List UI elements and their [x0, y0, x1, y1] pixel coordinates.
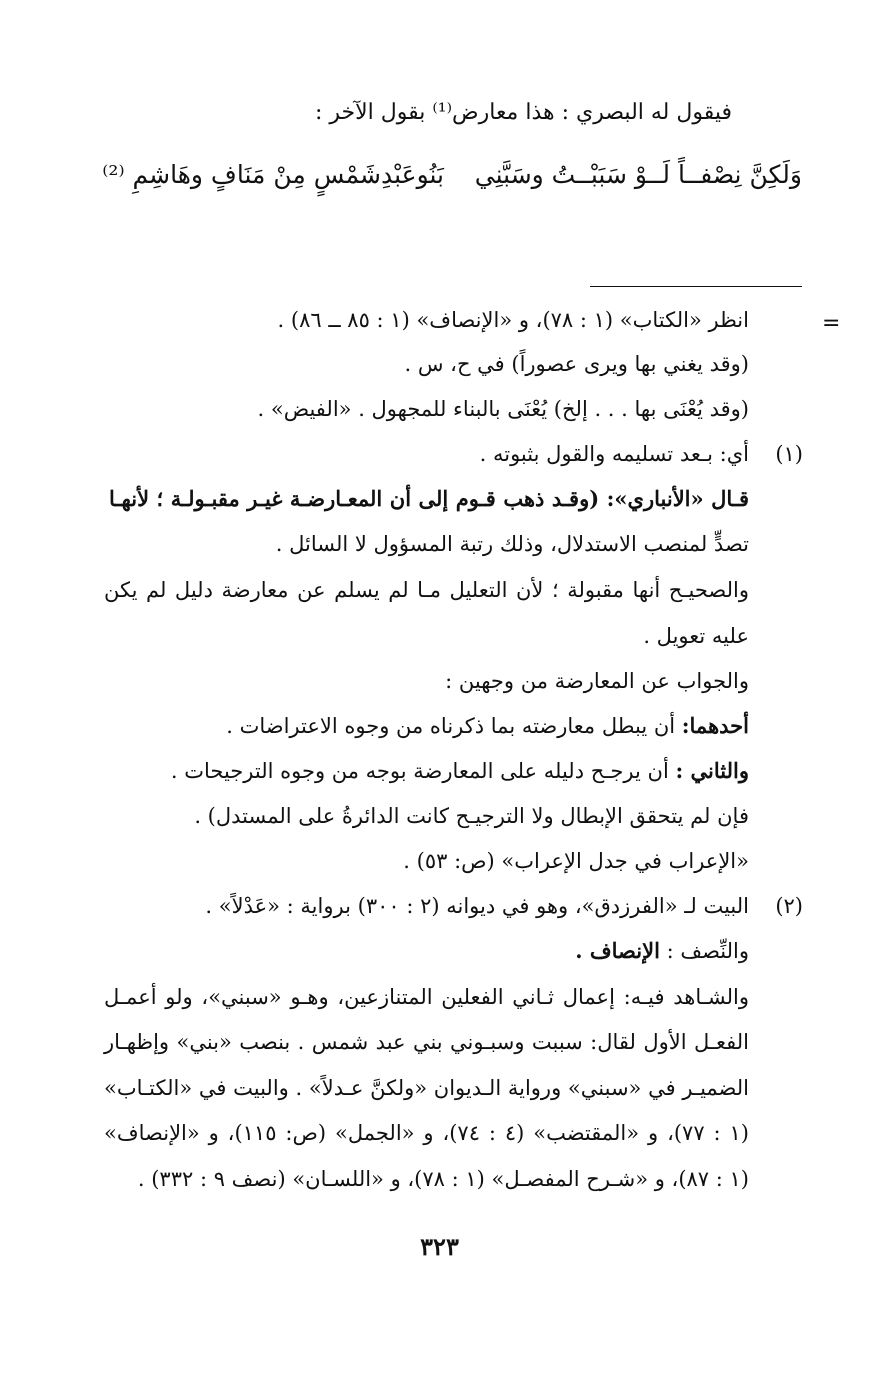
- footnote-line: [575, 936, 749, 966]
- footnote-line: [171, 756, 749, 786]
- footnote-text: أن يبطل معارضته بما ذكرناه من وجوه الاعتراضات .: [226, 714, 682, 738]
- footnote-text: والنِّصف :: [659, 939, 749, 963]
- page-number: ٣٢٣: [420, 1232, 459, 1261]
- verse-first-hemistich: وَلَكِنَّ نِصْفــاً لَــوْ سَبَبْــتُ وسَبَّنِي: [474, 160, 802, 189]
- footnote-number: (١): [775, 442, 803, 466]
- footnote-line: فإن لم يتحقق الإبطال ولا الترجيـح كانت الدائرةُ على المستدل) .: [194, 804, 749, 828]
- footnote-line: (١ : ٧٧)، و «المقتضب» (٤ : ٧٤)، و «الجمل» (ص: ١١٥)، و «الإنصاف»: [104, 1121, 749, 1145]
- footnote-line: (وقد يغني بها ويرى عصوراً) في ح، س .: [404, 352, 749, 376]
- verse-second-hemistich: بَنُوعَبْدِشَمْسٍ مِنْ مَنَافٍ وهَاشِمِ ⁽²⁾: [102, 160, 444, 189]
- footnote-line: انظر «الكتاب» (١ : ٧٨)، و «الإنصاف» (١ : ٨٥ ــ ٨٦) .: [277, 308, 749, 332]
- footnote-line: «الإعراب في جدل الإعراب» (ص: ٥٣) .: [403, 849, 749, 873]
- footnote-label: أحدهما:: [681, 713, 749, 738]
- footnote-line: والجواب عن المعارضة من وجهين :: [445, 669, 749, 693]
- footnote-line: والشـاهد فيـه: إعمال ثـاني الفعلين المتنازعين، وهـو «سبني»، ولو أعمـل: [104, 985, 749, 1009]
- footnote-line: البيت لـ «الفرزدق»، وهو في ديوانه (٢ : ٣٠٠) برواية : «عَدْلاً» .: [205, 894, 749, 918]
- footnote-line: (وقد يُعْنَى بها . . . إلخ) يُعْنَى بالبناء للمجهول . «الفيض» .: [257, 397, 749, 421]
- footnote-bold-term: الإنصاف .: [575, 938, 660, 963]
- footnote-line: تصدٍّ لمنصب الاستدلال، وذلك رتبة المسؤول لا السائل .: [275, 532, 749, 556]
- footnote-line-bold: قـال «الأنباري»: (وقـد ذهب قـوم إلى أن المعـارضـة غيـر مقبـولـة ؛ لأنهـا: [109, 486, 749, 511]
- footnote-line: أي: بـعد تسليمه والقول بثبوته .: [479, 442, 749, 466]
- main-text-line: فيقول له البصري : هذا معارض⁽¹⁾ بقول الآخر :: [314, 100, 732, 125]
- footnote-line: الضميـر في «سبني» ورواية الـديوان «ولكنَّ عـدلاً» . والبيت في «الكتـاب»: [104, 1076, 749, 1100]
- footnote-text: أن يرجـح دليله على المعارضة بوجه من وجوه الترجيحات .: [170, 759, 676, 783]
- footnote-separator: [590, 286, 802, 287]
- continuation-mark: =: [822, 311, 841, 336]
- footnote-label: والثاني :: [675, 758, 749, 783]
- footnote-line: عليه تعويل .: [643, 624, 749, 648]
- footnote-line: [226, 711, 749, 741]
- footnote-number: (٢): [775, 894, 803, 918]
- footnote-line: (١ : ٨٧)، و «شـرح المفصـل» (١ : ٧٨)، و «اللسـان» (نصف ٩ : ٣٣٢) .: [137, 1167, 749, 1191]
- footnote-line: والصحيـح أنها مقبولة ؛ لأن التعليل مـا لم يسلم عن معارضة دليل لم يكن: [104, 578, 749, 602]
- footnote-line: الفعـل الأول لقال: سببت وسبـوني بني عبد شمس . بنصب «بني» وإظهـار: [104, 1030, 749, 1054]
